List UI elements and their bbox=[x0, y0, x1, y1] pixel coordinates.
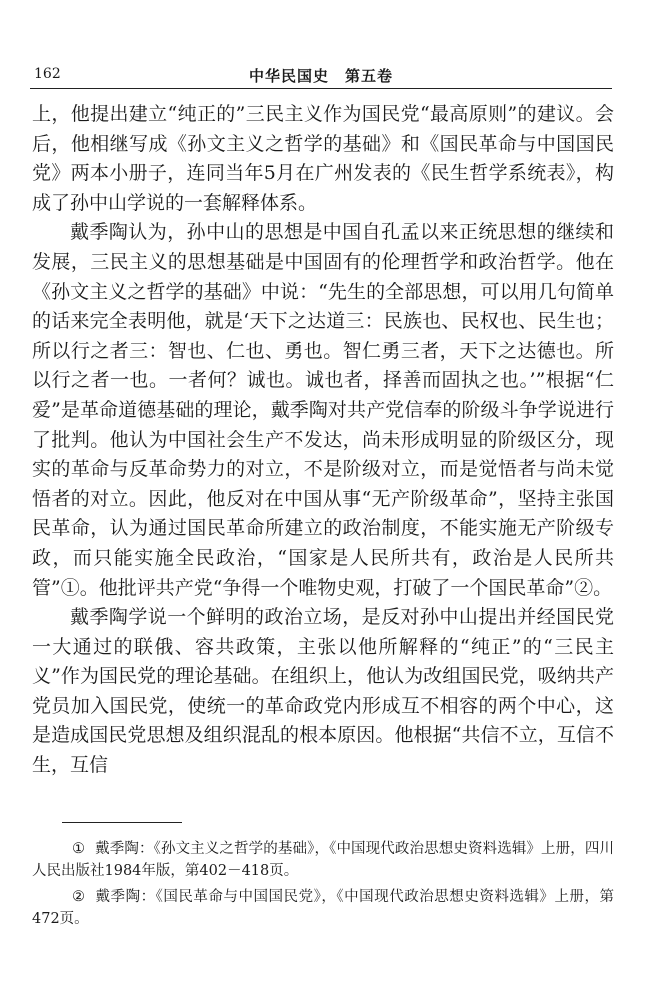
footnote-text: 戴季陶：《国民革命与中国国民党》，《中国现代政治思想史资料选辑》上册，第472页。 bbox=[32, 889, 615, 927]
footnote-divider bbox=[62, 822, 182, 823]
page-number: 162 bbox=[34, 66, 61, 82]
running-title: 中华民国史 第五卷 bbox=[248, 67, 393, 85]
main-text bbox=[32, 100, 614, 781]
paragraph-continued: 上，他提出建立“纯正的”三民主义作为国民党“最高原则”的建议。会后，他相继写成《孙文主义之哲学的基础》和《国民革命与中国国民党》两本小册子，连同当年5月在广州发表的《民生哲学系统表》，构成了孙中山学说的一套解释体系。 bbox=[32, 103, 614, 214]
footnote-marker: ① bbox=[72, 841, 86, 857]
footnote-text: 戴季陶：《孙文主义之哲学的基础》，《中国现代政治思想史资料选辑》上册，四川人民出版社1984年版，第402－418页。 bbox=[32, 841, 615, 879]
paragraph: 戴季陶学说一个鲜明的政治立场，是反对孙中山提出并经国民党一大通过的联俄、容共政策，主张以他所解释的“纯正”的“三民主义”作为国民党的理论基础。在组织上，他认为改组国民党，吸纳共产党员加入国民党，使统一的革命政党内形成互不相容的两个中心，这是造成国民党思想及组织混乱的根本原因。他根据“共信不立，互信不生，互信 bbox=[32, 606, 614, 777]
page-header bbox=[30, 62, 612, 89]
footnotes bbox=[32, 838, 614, 934]
paragraph: 戴季陶认为，孙中山的思想是中国自孔孟以来正统思想的继续和发展，三民主义的思想基础是中国固有的伦理哲学和政治哲学。他在《孙文主义之哲学的基础》中说：“先生的全部思想，可以用几句简单的话来完全表明他，就是‘天下之达道三：民族也、民权也、民生也；所以行之者三：智也、仁也、勇也。智仁勇三者，天下之达德也。所以行之者一也。一者何？诚也。诚也者，择善而固执之也。’”根据“仁爱”是革命道德基础的理论，戴季陶对共产党信奉的阶级斗争学说进行了批判。他认为中国社会生产不发达，尚未形成明显的阶级区分，现实的革命与反革命势力的对立，不是阶级对立，而是觉悟者与尚未觉悟者的对立。因此，他反对在中国从事“无产阶级革命”，坚持主张国民革命，认为通过国民革命所建立的政治制度，不能实施无产阶级专政，而只能实施全民政治，“国家是人民所共有，政治是人民所共管”①。他批评共产党“争得一个唯物史观，打破了一个国民革命”②。 bbox=[32, 221, 614, 599]
footnote-marker: ② bbox=[72, 889, 86, 905]
footnote bbox=[32, 838, 614, 882]
footnote bbox=[32, 886, 614, 930]
